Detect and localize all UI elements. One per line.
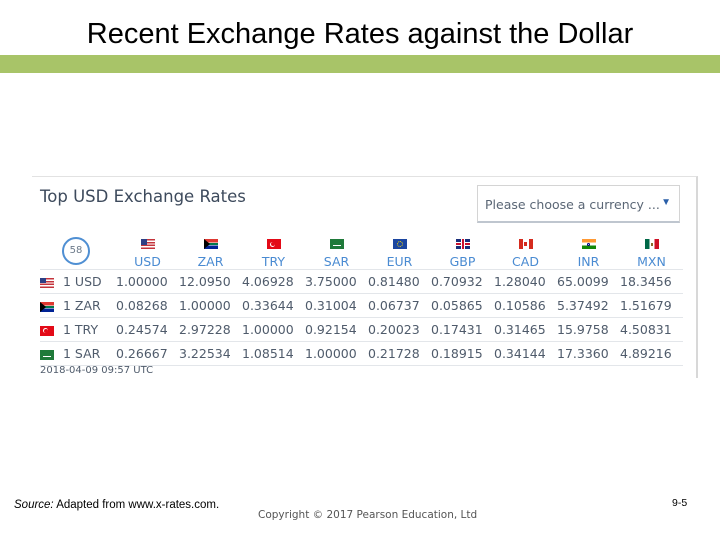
us-flag-icon xyxy=(40,278,54,288)
table-row xyxy=(40,270,683,294)
rate-cell: 12.0950 xyxy=(179,270,242,294)
column-header-mxn[interactable] xyxy=(620,231,683,270)
source-label: Source: xyxy=(14,499,54,511)
rate-cell: 0.92154 xyxy=(305,318,368,342)
sa-flag-icon xyxy=(40,350,54,360)
us-flag-icon xyxy=(141,239,155,249)
currency-select-placeholder: Please choose a currency ... xyxy=(485,197,660,212)
row-header-usd[interactable] xyxy=(40,270,116,294)
in-flag-icon xyxy=(582,239,596,249)
rate-cell: 1.00000 xyxy=(179,294,242,318)
rate-cell: 65.0099 xyxy=(557,270,620,294)
copyright-notice: Copyright © 2017 Pearson Education, Ltd xyxy=(258,509,478,521)
column-code: ZAR xyxy=(197,254,224,269)
rate-cell: 4.50831 xyxy=(620,318,683,342)
table-row xyxy=(40,318,683,342)
currency-select[interactable] xyxy=(477,185,680,223)
ca-flag-icon xyxy=(519,239,533,249)
rates-table xyxy=(40,231,683,366)
column-header-cad[interactable] xyxy=(494,231,557,270)
rate-cell: 3.22534 xyxy=(179,342,242,366)
widget-title: Top USD Exchange Rates xyxy=(40,187,246,206)
exchange-rates-widget xyxy=(32,176,698,378)
rate-cell: 1.08514 xyxy=(242,342,305,366)
rate-cell: 0.06737 xyxy=(368,294,431,318)
za-flag-icon xyxy=(40,302,54,312)
row-label: 1 TRY xyxy=(63,322,99,337)
rate-cell: 0.08268 xyxy=(116,294,179,318)
rate-cell: 4.06928 xyxy=(242,270,305,294)
refresh-timer-cell xyxy=(40,231,116,270)
row-label: 1 ZAR xyxy=(63,298,101,313)
rate-cell: 0.81480 xyxy=(368,270,431,294)
rate-cell: 1.00000 xyxy=(116,270,179,294)
caret-down-icon[interactable]: ▼ xyxy=(661,197,671,208)
column-code: GBP xyxy=(449,254,476,269)
refresh-timer[interactable]: 58 xyxy=(62,237,90,265)
rate-cell: 5.37492 xyxy=(557,294,620,318)
rate-cell: 3.75000 xyxy=(305,270,368,294)
rate-cell: 1.00000 xyxy=(305,342,368,366)
table-row xyxy=(40,294,683,318)
column-header-try[interactable] xyxy=(242,231,305,270)
title-accent-bar xyxy=(0,55,720,73)
column-header-eur[interactable] xyxy=(368,231,431,270)
table-header-row xyxy=(40,231,683,270)
rate-cell: 1.00000 xyxy=(242,318,305,342)
column-code: EUR xyxy=(386,254,413,269)
tr-flag-icon xyxy=(267,239,281,249)
rate-cell: 0.24574 xyxy=(116,318,179,342)
tr-flag-icon xyxy=(40,326,54,336)
table-row xyxy=(40,342,683,366)
rate-cell: 18.3456 xyxy=(620,270,683,294)
column-header-sar[interactable] xyxy=(305,231,368,270)
source-note xyxy=(14,499,219,511)
column-code: MXN xyxy=(637,254,666,269)
rate-cell: 0.21728 xyxy=(368,342,431,366)
rate-cell: 2.97228 xyxy=(179,318,242,342)
rate-cell: 4.89216 xyxy=(620,342,683,366)
column-code: USD xyxy=(134,254,161,269)
rate-cell: 1.51679 xyxy=(620,294,683,318)
rate-cell: 0.70932 xyxy=(431,270,494,294)
za-flag-icon xyxy=(204,239,218,249)
sa-flag-icon xyxy=(330,239,344,249)
rate-cell: 0.26667 xyxy=(116,342,179,366)
rate-cell: 0.17431 xyxy=(431,318,494,342)
rate-cell: 0.31465 xyxy=(494,318,557,342)
row-header-sar[interactable] xyxy=(40,342,116,366)
rate-cell: 0.20023 xyxy=(368,318,431,342)
column-code: TRY xyxy=(261,254,286,269)
column-header-zar[interactable] xyxy=(179,231,242,270)
page-number: 9-5 xyxy=(672,497,688,509)
row-header-zar[interactable] xyxy=(40,294,116,318)
column-code: SAR xyxy=(323,254,350,269)
column-code: INR xyxy=(577,254,600,269)
mx-flag-icon xyxy=(645,239,659,249)
eu-flag-icon xyxy=(393,239,407,249)
rate-cell: 1.28040 xyxy=(494,270,557,294)
rate-cell: 0.33644 xyxy=(242,294,305,318)
rate-cell: 0.31004 xyxy=(305,294,368,318)
rate-cell: 0.10586 xyxy=(494,294,557,318)
row-label: 1 SAR xyxy=(63,346,101,361)
rates-timestamp: 2018-04-09 09:57 UTC xyxy=(40,365,154,376)
source-text: Adapted from www.x-rates.com. xyxy=(53,499,220,511)
gb-flag-icon xyxy=(456,239,470,249)
rate-cell: 15.9758 xyxy=(557,318,620,342)
row-header-try[interactable] xyxy=(40,318,116,342)
rate-cell: 0.18915 xyxy=(431,342,494,366)
column-header-inr[interactable] xyxy=(557,231,620,270)
slide-title: Recent Exchange Rates against the Dollar xyxy=(86,18,634,50)
row-label: 1 USD xyxy=(63,274,102,289)
column-header-gbp[interactable] xyxy=(431,231,494,270)
column-header-usd[interactable] xyxy=(116,231,179,270)
rate-cell: 17.3360 xyxy=(557,342,620,366)
column-code: CAD xyxy=(512,254,539,269)
rate-cell: 0.34144 xyxy=(494,342,557,366)
rate-cell: 0.05865 xyxy=(431,294,494,318)
